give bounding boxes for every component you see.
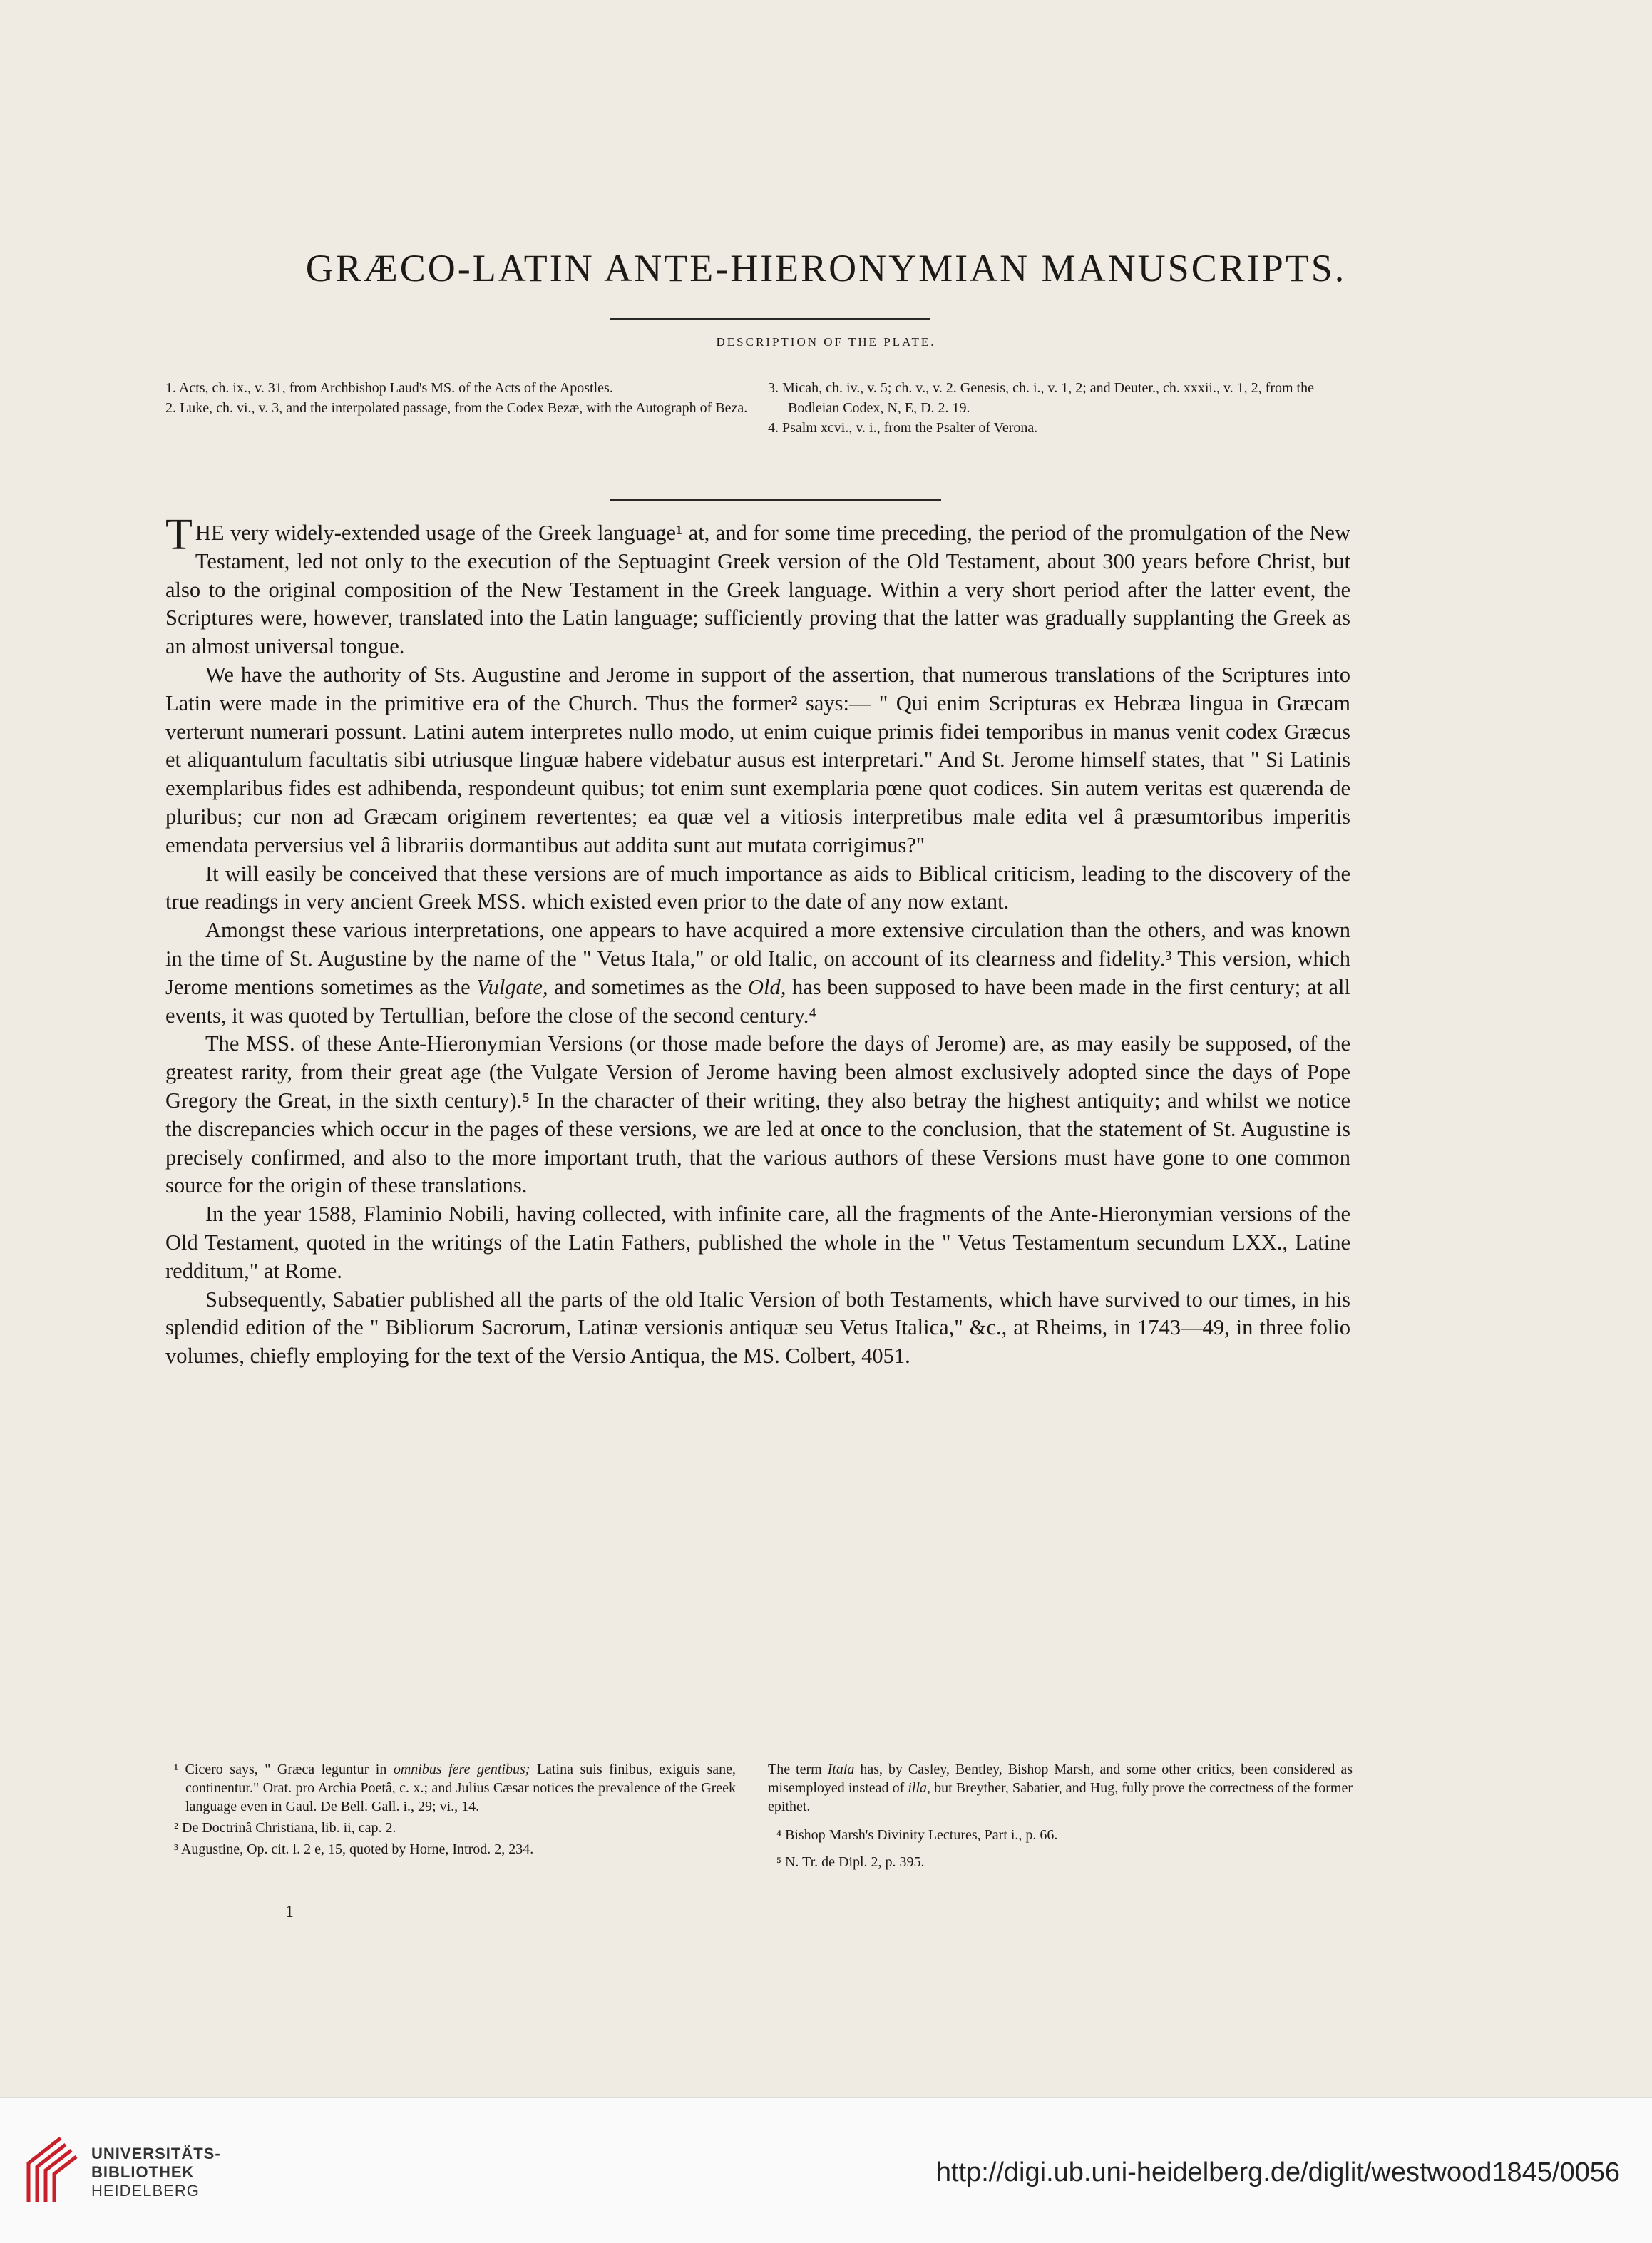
footnote-3: ³ Augustine, Op. cit. l. 2 e, 15, quoted by Horne, Introd. 2, 234. [174, 1841, 534, 1857]
footnote-3-continued: The term Itala has, by Casley, Bentley, Bishop Marsh, and some other critics, been considered as misemployed instead of illa, but Breyther, Sabatier, and Hug, fully prove the correctness of the former epithet. [768, 1762, 1353, 1814]
paragraph-4: Amongst these various interpretations, one appears to have acquired a more extensive circulation than the others, and was known in the time of St. Augustine by the name of the " Vetus Itala," or old Italic, on account of its clearness and fidelity.³ This version, which Jerome mentions sometimes as the Vulgate, and sometimes as the Old, has been supposed to have been made in the first century; at all events, it was quoted by Tertullian, before the close of the second century.⁴ [165, 918, 1350, 1028]
drop-cap: T [165, 511, 193, 559]
paragraph-5: The MSS. of these Ante-Hieronymian Versions (or those made before the days of Jerome) are, as may easily be supposed, of the greatest rarity, from their great age (the Vulgate Version of Jerome having been almost exclusively adopted since the days of Pope Gregory the Great, in the sixth century).⁵ In the character of their writing, they also betray the highest antiquity; and whilst we notice the discrepancies which occur in the pages of these versions, we are led at once to the conclusion, that the statement of St. Augustine is precisely confirmed, and also to the more important truth, that the various authors of these Versions must have gone to one common source for the origin of these translations. [165, 1031, 1350, 1198]
title-rule [610, 318, 930, 320]
footnote-5: ⁵ N. Tr. de Dipl. 2, p. 395. [776, 1854, 925, 1870]
paragraph-2: We have the authority of Sts. Augustine and Jerome in support of the assertion, that numerous translations of the Scriptures into Latin were made in the primitive era of the Church. Thus the former² says:— " Qui enim Scripturas ex Hebræa lingua in Græcam verterunt numerari possunt. Latini autem interpretes nullo modo, ut enim cuique primis fidei temporibus in manus venit codex Græcus et aliquantulum facultatis sibi utriusque linguæ habere videbatur ausus est interpretari." And St. Jerome himself states, that " Si Latinis exemplaribus fides est adhibenda, respondeunt quibus; tot enim sunt exemplaria pœne quot codices. Sin autem veritas est quærenda de pluribus; cur non ad Græcam originem revertentes; ea quæ vel a vitiosis interpretibus male edita vel â præsumtoribus imperitis emendata perversius vel â librariis dormantibus aut addita sunt aut mutata corrigimus?" [165, 662, 1350, 857]
footnotes-right [768, 1760, 1353, 1874]
page-title: GRÆCO-LATIN ANTE-HIERONYMIAN MANUSCRIPTS. [305, 247, 1347, 290]
footnote-1: ¹ Cicero says, " Græca leguntur in omnibus fere gentibus; Latina suis finibus, exiguis sane, continentur." Orat. pro Archia Poetâ, c. x.; and Julius Cæsar notices the prevalence of the Greek language even in Gaul. De Bell. Gall. i., 29; vi., 14. [174, 1762, 736, 1814]
footnote-4: ⁴ Bishop Marsh's Divinity Lectures, Part i., p. 66. [776, 1827, 1058, 1843]
footnote-2: ² De Doctrinâ Christiana, lib. ii, cap. 2. [174, 1820, 396, 1836]
paragraph-6: In the year 1588, Flaminio Nobili, having collected, with infinite care, all the fragments of the Ante-Hieronymian versions of the Old Testament, quoted in the writings of the Latin Fathers, published the whole in the " Vetus Testamentum secundum LXX., Latine redditum," at Rome. [165, 1202, 1350, 1283]
plate-item-2: 2. Luke, ch. vi., v. 3, and the interpolated passage, from the Codex Bezæ, with the Autograph of Beza. [165, 400, 748, 416]
paragraph-7: Subsequently, Sabatier published all the parts of the old Italic Version of both Testaments, which have survived to our times, in his splendid edition of the " Bibliorum Sacrorum, Latinæ versionis antiquæ seu Vetus Italica," &c., at Rheims, in 1743—49, in three folio volumes, chiefly employing for the text of the Versio Antiqua, the MS. Colbert, 4051. [165, 1287, 1350, 1369]
library-logo-icon [21, 2135, 78, 2206]
plate-rule [610, 499, 941, 501]
library-name: UNIVERSITÄTS- BIBLIOTHEK HEIDELBERG [91, 2145, 221, 2199]
plate-description-left [165, 378, 771, 418]
page-number: 1 [285, 1903, 294, 1921]
paragraph-3: It will easily be conceived that these versions are of much importance as aids to Biblical criticism, leading to the discovery of the true readings in very ancient Greek MSS. which existed even prior to the date of any now extant. [165, 861, 1350, 914]
permalink-url[interactable]: http://digi.ub.uni-heidelberg.de/diglit/westwood1845/0056 [935, 2157, 1620, 2187]
plate-heading: DESCRIPTION OF THE PLATE. [716, 335, 936, 349]
plate-item-1: 1. Acts, ch. ix., v. 31, from Archbishop Laud's MS. of the Acts of the Apostles. [165, 380, 613, 396]
paragraph-1: THE very widely-extended usage of the Greek language¹ at, and for some time preceding, the period of the promulgation of the New Testament, led not only to the execution of the Septuagint Greek version of the Old Testament, about 300 years before Christ, but also to the original composition of the New Testament in the Greek language. Within a very short period after the latter event, the Scriptures were, however, translated into the Latin language; sufficiently proving that the latter was gradually supplanting the Greek as an almost universal tongue. [165, 511, 1350, 659]
viewer-footer [0, 2097, 1652, 2243]
footnotes-left [165, 1760, 736, 1861]
plate-item-3: 3. Micah, ch. iv., v. 5; ch. v., v. 2. Genesis, ch. i., v. 1, 2; and Deuter., ch. xxxii., v. 1, 2, from the Bodleian Codex, N, E, D. 2. 19. [768, 380, 1314, 416]
plate-item-4: 4. Psalm xcvi., v. i., from the Psalter of Verona. [768, 420, 1038, 436]
plate-description-right [768, 378, 1353, 438]
body-text [165, 511, 1350, 1371]
